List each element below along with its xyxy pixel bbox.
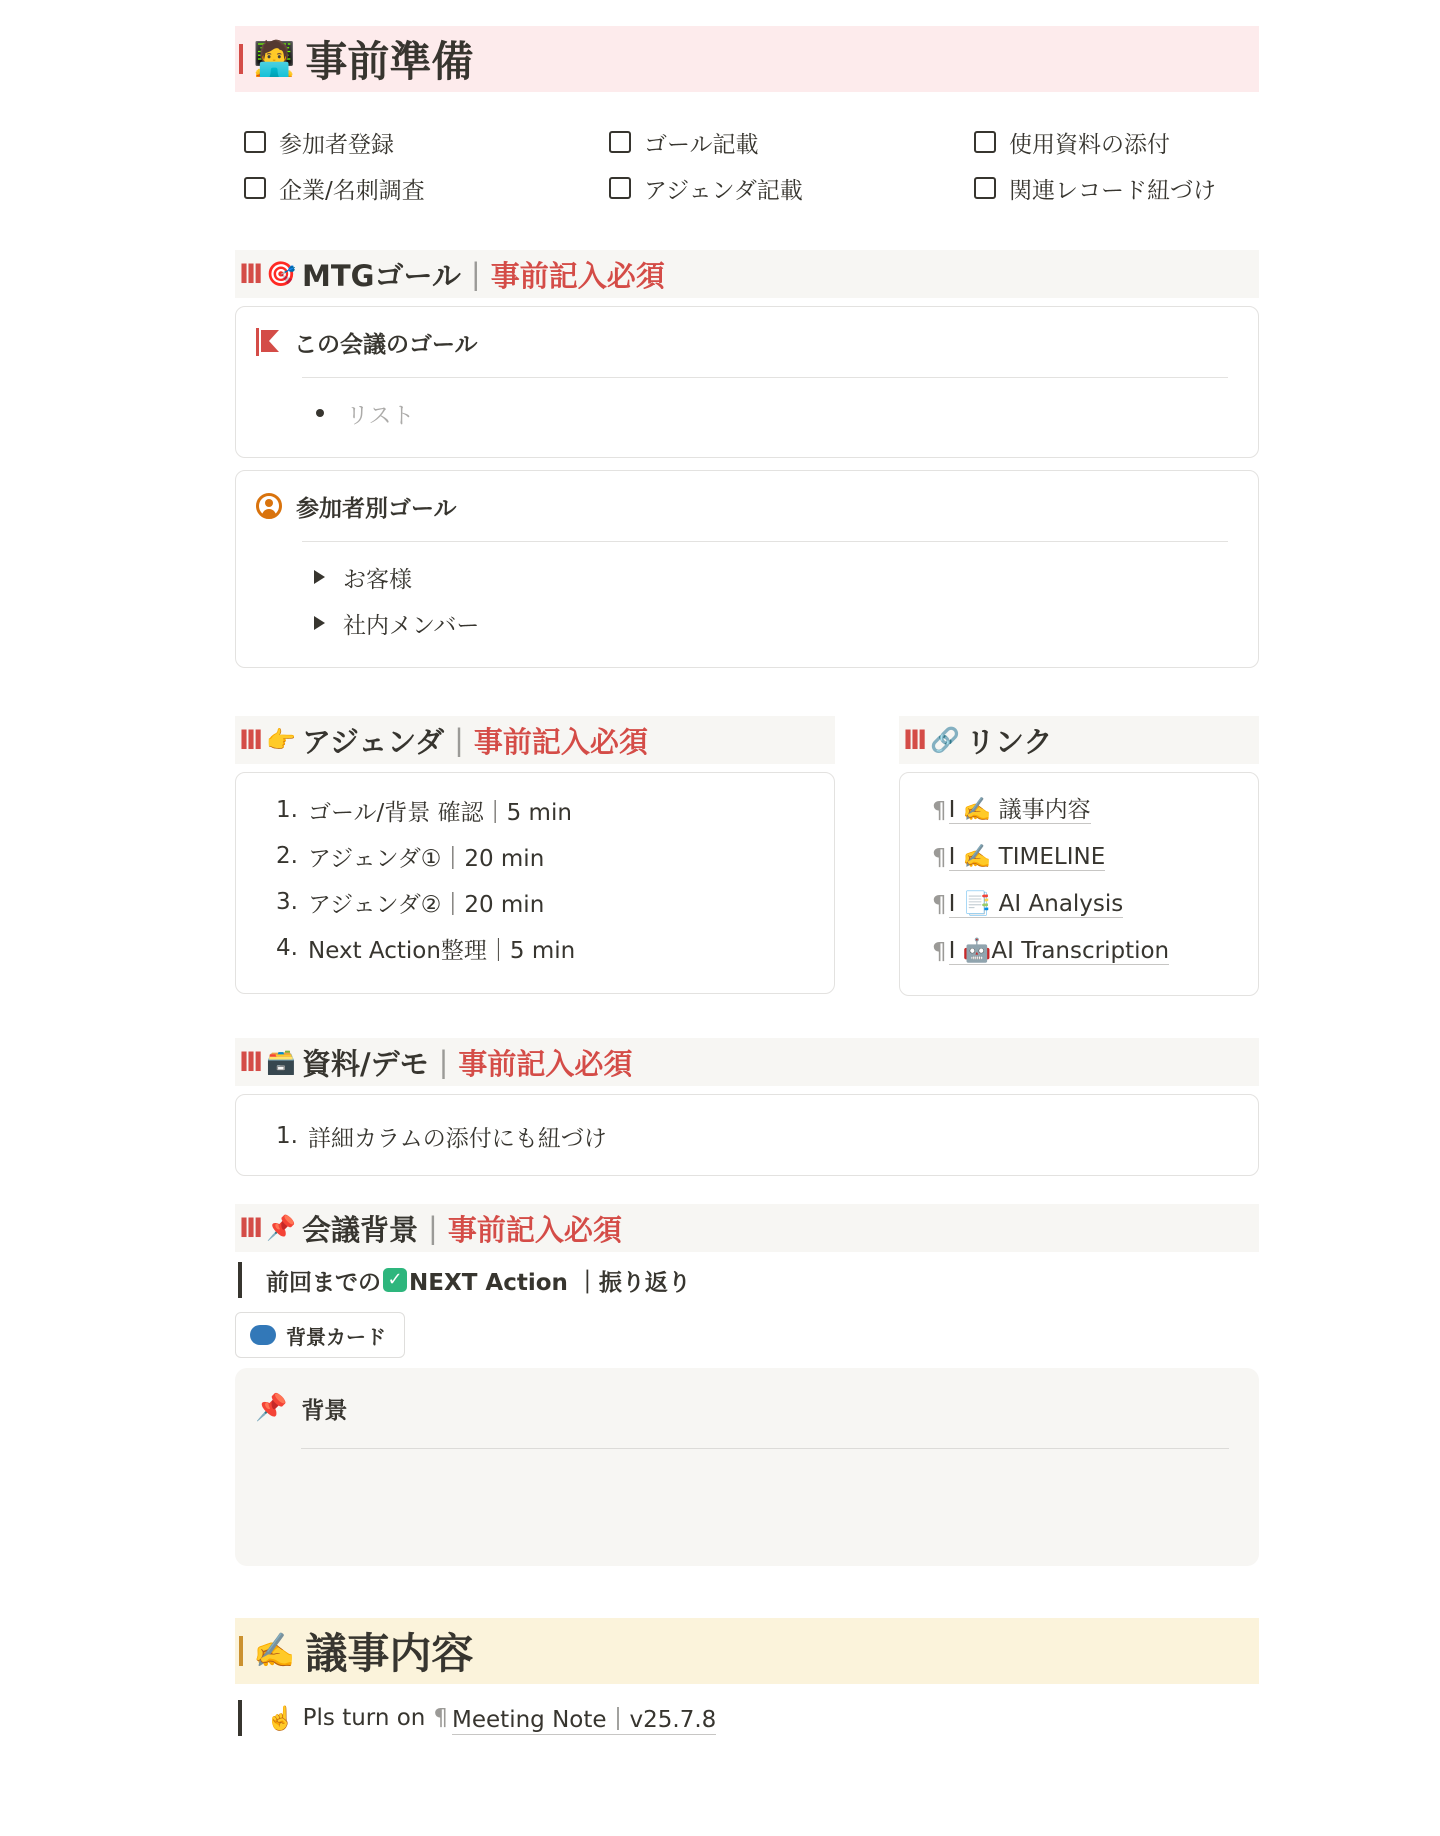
list-item[interactable] bbox=[276, 925, 834, 971]
background-callout bbox=[235, 1368, 1259, 1566]
materials-list bbox=[236, 1095, 1258, 1173]
checklist-item[interactable] bbox=[974, 174, 1268, 202]
prep-title: 事前準備 bbox=[305, 37, 474, 86]
checklist-label: アジェンダ記載 bbox=[644, 177, 803, 204]
checkbox[interactable] bbox=[974, 131, 996, 153]
section-bars-icon: III bbox=[239, 258, 261, 290]
separator: | bbox=[438, 1045, 449, 1079]
checklist-item[interactable] bbox=[974, 128, 1268, 156]
links-list bbox=[900, 773, 1258, 989]
checklist-label: ゴール記載 bbox=[644, 131, 759, 158]
bullet-item[interactable] bbox=[316, 390, 1258, 436]
separator: | bbox=[454, 723, 464, 757]
bullet-dot-icon bbox=[316, 409, 324, 417]
meeting-note-quote bbox=[238, 1700, 1259, 1736]
check-mark-icon: ✓ bbox=[383, 1268, 407, 1292]
callout-header bbox=[235, 1368, 1259, 1448]
list-number: 3. bbox=[276, 889, 298, 915]
card-file-box-icon: 🗃️ bbox=[266, 1048, 297, 1076]
button-row bbox=[235, 1312, 1259, 1358]
previous-action-quote bbox=[238, 1262, 1259, 1298]
section-title: リンク bbox=[966, 724, 1053, 759]
background-section-heading bbox=[235, 1204, 1259, 1252]
section-title: MTGゴール bbox=[302, 258, 461, 293]
button-label: 背景カード bbox=[286, 1324, 386, 1349]
pointing-up-icon: ☝️ bbox=[266, 1705, 295, 1732]
checkbox[interactable] bbox=[244, 177, 266, 199]
callout-title: 参加者別ゴール bbox=[296, 495, 457, 522]
minutes-heading bbox=[235, 1618, 1259, 1684]
goal-section-heading bbox=[235, 250, 1259, 298]
link-text[interactable]: I 🤖AI Transcription bbox=[948, 938, 1170, 964]
pushpin-icon: 📌 bbox=[255, 1393, 288, 1423]
checklist-item[interactable] bbox=[609, 174, 974, 202]
separator: | bbox=[428, 1211, 438, 1245]
prep-checklist bbox=[235, 128, 1259, 202]
link-text[interactable]: I ✍️ TIMELINE bbox=[948, 844, 1106, 870]
list-text: アジェンダ①｜20 min bbox=[308, 845, 545, 872]
checklist-item[interactable] bbox=[244, 174, 609, 202]
divider bbox=[302, 541, 1228, 542]
section-title: 資料/デモ bbox=[302, 1046, 429, 1081]
pilcrow-icon: ¶ bbox=[932, 797, 947, 824]
toggle-label: 社内メンバー bbox=[343, 612, 480, 639]
page-link-minutes[interactable] bbox=[932, 787, 1258, 834]
list-item[interactable] bbox=[276, 879, 834, 925]
toggle-internal-members[interactable] bbox=[314, 600, 1258, 646]
page-link-ai-transcription[interactable] bbox=[932, 928, 1258, 975]
checkbox[interactable] bbox=[244, 131, 266, 153]
list-text: アジェンダ②｜20 min bbox=[308, 891, 545, 918]
divider bbox=[301, 1448, 1229, 1449]
checklist-label: 関連レコード紐づけ bbox=[1009, 177, 1216, 204]
checkbox[interactable] bbox=[609, 177, 631, 199]
participant-goal-callout bbox=[235, 470, 1259, 668]
note-text: Pls turn on bbox=[302, 1705, 426, 1731]
minutes-title: 議事内容 bbox=[305, 1629, 474, 1678]
required-label: 事前記入必須 bbox=[490, 258, 665, 293]
divider bbox=[302, 377, 1228, 378]
technologist-emoji-icon: 🧑‍💻 bbox=[253, 39, 296, 79]
user-circle-icon bbox=[256, 493, 282, 519]
pilcrow-icon: ¶ bbox=[932, 844, 947, 871]
page-link-timeline[interactable] bbox=[932, 834, 1258, 881]
agenda-list bbox=[236, 773, 834, 985]
list-text: ゴール/背景 確認｜5 min bbox=[308, 799, 572, 826]
checkbox[interactable] bbox=[974, 177, 996, 199]
list-item[interactable] bbox=[276, 833, 834, 879]
required-label: 事前記入必須 bbox=[447, 1212, 622, 1247]
list-number: 4. bbox=[276, 935, 298, 961]
list-text: 詳細カラムの添付にも紐づけ bbox=[308, 1125, 607, 1152]
required-label: 事前記入必須 bbox=[458, 1046, 633, 1081]
heading-accent-bar bbox=[239, 44, 243, 74]
list-item[interactable] bbox=[276, 787, 834, 833]
list-item[interactable] bbox=[276, 1113, 1258, 1159]
bullet-placeholder: リスト bbox=[346, 402, 415, 429]
callout-title: 背景 bbox=[301, 1397, 348, 1424]
background-card-button[interactable] bbox=[235, 1312, 405, 1358]
materials-section-heading bbox=[235, 1038, 1259, 1086]
pilcrow-icon: ¶ bbox=[433, 1705, 449, 1731]
flag-icon bbox=[256, 328, 280, 356]
quote-text: 前回までの bbox=[266, 1269, 381, 1296]
list-number: 2. bbox=[276, 843, 298, 869]
checklist-label: 使用資料の添付 bbox=[1009, 131, 1170, 158]
toggle-triangle-icon[interactable] bbox=[314, 616, 325, 630]
agenda-section-heading bbox=[235, 716, 835, 764]
heading-accent-bar bbox=[239, 1636, 243, 1666]
page-link-ai-analysis[interactable] bbox=[932, 881, 1258, 928]
callout-title: この会議のゴール bbox=[294, 331, 478, 358]
agenda-links-row bbox=[235, 716, 1259, 996]
list-text: Next Action整理｜5 min bbox=[308, 937, 576, 964]
links-section-heading bbox=[899, 716, 1259, 764]
links-column bbox=[899, 716, 1259, 996]
agenda-card bbox=[235, 772, 835, 994]
toggle-label: お客様 bbox=[343, 566, 412, 593]
agenda-column bbox=[235, 716, 835, 996]
quote-text: NEXT Action ｜振り返り bbox=[409, 1269, 691, 1296]
checklist-item[interactable] bbox=[244, 128, 609, 156]
section-bars-icon: III bbox=[239, 724, 261, 756]
section-title: 会議背景 bbox=[302, 1212, 419, 1247]
required-label: 事前記入必須 bbox=[473, 724, 648, 759]
checklist-label: 企業/名刺調査 bbox=[279, 177, 425, 204]
prep-heading bbox=[235, 26, 1259, 92]
link-icon: 🔗 bbox=[930, 726, 961, 754]
checklist-label: 参加者登録 bbox=[279, 131, 394, 158]
links-card bbox=[899, 772, 1259, 996]
target-icon: 🎯 bbox=[266, 260, 297, 288]
checklist-item[interactable] bbox=[609, 128, 974, 156]
list-number: 1. bbox=[276, 1123, 298, 1149]
toggle-triangle-icon[interactable] bbox=[314, 570, 325, 584]
section-title: アジェンダ bbox=[302, 724, 445, 759]
meeting-note-link[interactable]: Meeting Note｜v25.7.8 bbox=[452, 1701, 716, 1735]
link-text[interactable]: I 📑 AI Analysis bbox=[948, 891, 1124, 917]
pointing-hand-icon: 👉 bbox=[266, 726, 297, 754]
toggle-customer[interactable] bbox=[314, 554, 1258, 600]
cloud-icon bbox=[250, 1325, 276, 1345]
separator: | bbox=[470, 257, 481, 291]
section-bars-icon: III bbox=[239, 1212, 261, 1244]
page bbox=[235, 26, 1259, 1736]
pilcrow-icon: ¶ bbox=[932, 938, 947, 965]
pilcrow-icon: ¶ bbox=[932, 891, 947, 918]
callout-header bbox=[236, 471, 1258, 541]
pushpin-icon: 📌 bbox=[266, 1214, 297, 1242]
meeting-goal-callout bbox=[235, 306, 1259, 458]
writing-hand-icon: ✍️ bbox=[253, 1631, 296, 1671]
link-text[interactable]: I ✍️ 議事内容 bbox=[948, 797, 1091, 823]
checkbox[interactable] bbox=[609, 131, 631, 153]
section-bars-icon: III bbox=[239, 1046, 261, 1078]
list-number: 1. bbox=[276, 797, 298, 823]
materials-card bbox=[235, 1094, 1259, 1176]
section-bars-icon: III bbox=[903, 724, 925, 756]
callout-header bbox=[236, 307, 1258, 377]
